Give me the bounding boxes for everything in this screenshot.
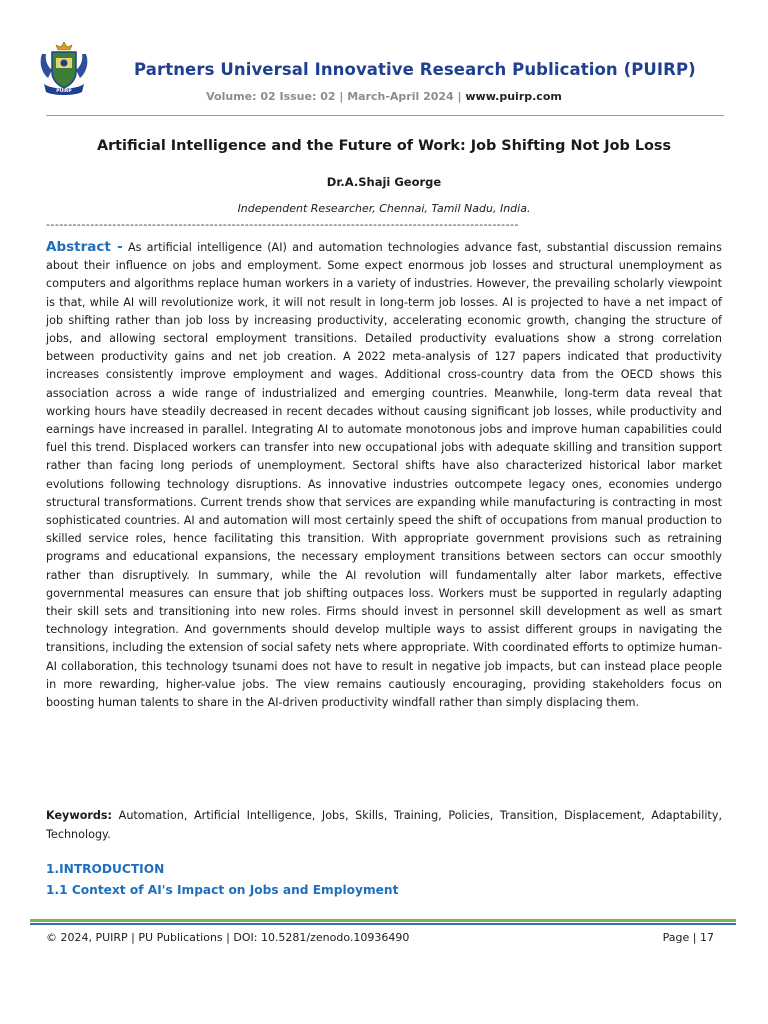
keywords-text: Automation, Artificial Intelligence, Jobs, Skills, Training, Policies, Transition, Displacement, Adaptability, Technology. [46,809,722,841]
footer-copyright: © 2024, PUIRP | PU Publications | DOI: 10.5281/zenodo.10936490 [46,931,410,944]
journal-issue-info [0,90,768,103]
author-name: Dr.A.Shaji George [326,175,442,189]
subsection-heading: 1.1 Context of AI's Impact on Jobs and Employment [46,883,399,897]
abstract-text: As artificial intelligence (AI) and automation technologies advance fast, substantial discussion remains about their influence on jobs and employment. Some expect enormous job losses and structural unemployment as computers and algorithms replace human workers in a variety of industries. However, the prevailing scholarly viewpoint is that, while AI will revolutionize work, it will not result in long-term job losses. AI is projected to have a net impact of job shifting rather than job loss by increasing productivity, accelerating economic growth, changing the structure of jobs, and allowing sectoral employment transitions. Detailed productivity evaluations show a strong correlation between productivity gains and net job creation. A 2022 meta-analysis of 127 papers indicated that productivity increases consistently improve employment and wages. Additional cross-country data from the OECD shows this association across a wide range of industrialized and emerging countries. Meanwhile, long-term data reveal that working hours have steadily decreased in recent decades without causing significant job losses, while productivity and earnings have increased in parallel. Integrating AI to automate monotonous jobs and improve human capabilities could fuel this trend. Displaced workers can transfer into new occupational jobs with adequate skilling and transition support rather than facing long periods of unemployment. Sectoral shifts have also characterized historical labor market evolutions following technology disruptions. As innovative industries outcompete legacy ones, economies undergo structural transformations. Current trends show that services are expanding while manufacturing is contracting in most sophisticated countries. AI and automation will most certainly speed the shift of occupations from manual production to skilled service roles, hence facilitating this transition. With appropriate government provisions such as retraining programs and educational expansions, the necessary employment transitions between sectors can occur smoothly rather than disruptively. In summary, while the AI revolution will fundamentally alter labor markets, effective governmental measures can ensure that job shifting outpaces loss. Workers must be supported in regularly adapting their skill sets and transitioning into new roles. Firms should invest in personnel skill development as well as smart technology integration. And governments should develop multiple ways to assist different groups in navigating the transitions, including the extension of social safety nets where appropriate. With coordinated efforts to optimize human-AI collaboration, this technology tsunami does not have to result in negative job impacts, but can instead place people in more rewarding, higher-value jobs. The view remains cautiously encouraging, providing stakeholders focus on boosting human talents to share in the AI-driven productivity windfall rather than simply displacing them. [46,241,722,710]
abstract [46,238,722,712]
author-affiliation: Independent Researcher, Chennai, Tamil Nadu, India. [237,202,531,215]
paper-title: Artificial Intelligence and the Future of Work: Job Shifting Not Job Loss [96,138,672,154]
issue-text: Volume: 02 Issue: 02 | March-April 2024 | [206,90,462,103]
keywords [46,807,722,844]
section-separator: ----------------------------------------------------------------------------------------------------------- [46,218,519,231]
page-number: Page | 17 [662,931,714,944]
abstract-label: Abstract - [46,239,123,255]
header-rule [46,115,724,116]
footer-rule-blue [30,923,736,925]
section-heading: 1.INTRODUCTION [46,862,165,876]
svg-text:PUIRP: PUIRP [56,89,72,94]
website-link[interactable]: www.puirp.com [465,90,562,103]
footer-rule-green [30,919,736,922]
keywords-label: Keywords: [46,809,113,822]
journal-title: Partners Universal Innovative Research Publication (PUIRP) [134,60,696,79]
